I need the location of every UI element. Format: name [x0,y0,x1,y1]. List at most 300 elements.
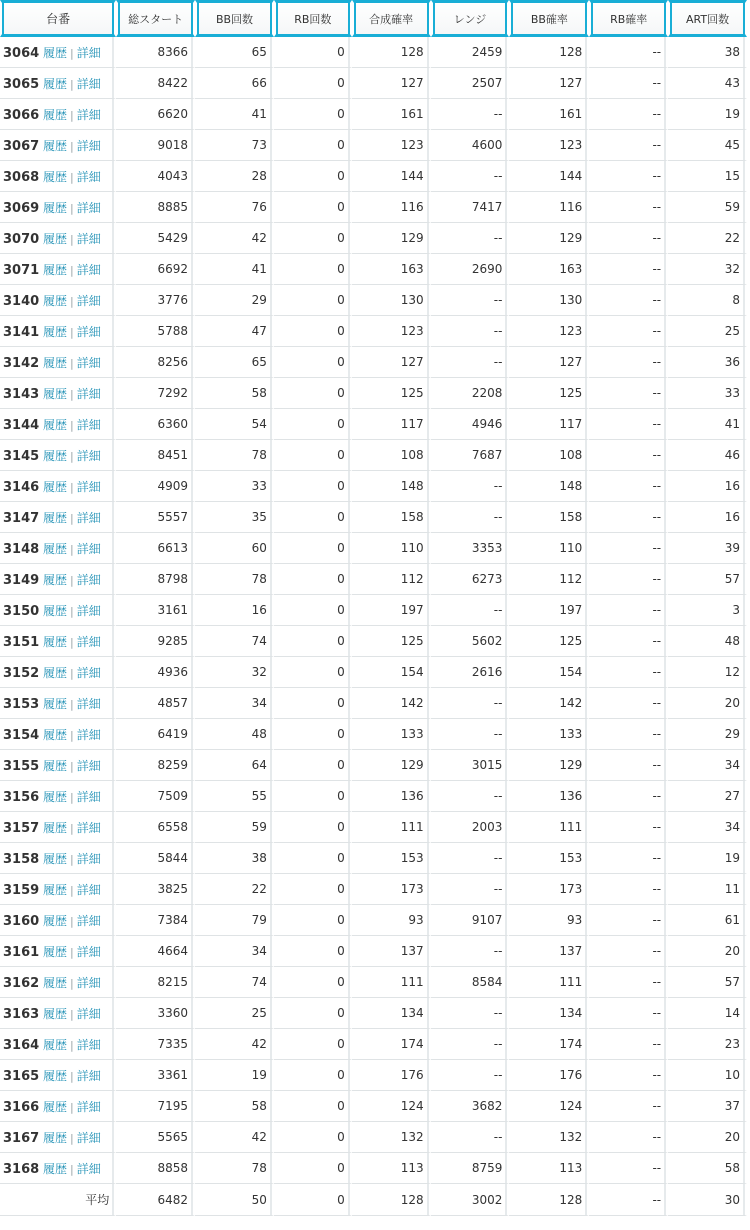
cell-range: -- [431,502,510,533]
cell-rb-probability: -- [589,936,668,967]
cell-total-start: 8366 [116,37,195,68]
header-range[interactable]: レンジ [431,0,510,37]
table-row [0,812,747,843]
history-link[interactable]: 履歴 [43,882,68,897]
cell-combined-probability: 176 [352,1060,431,1091]
cell-range: -- [431,285,510,316]
cell-total-start: 8256 [116,347,195,378]
machine-number: 3160 [3,913,40,929]
link-separator: | [70,77,74,91]
header-rb-probability[interactable]: RB確率 [589,0,668,37]
machine-number: 3152 [3,665,40,681]
cell-range: 3682 [431,1091,510,1122]
cell-art-count: 20 [668,688,747,719]
detail-link[interactable]: 詳細 [76,789,101,804]
cell-combined-probability: 130 [352,285,431,316]
machine-number: 3155 [3,758,40,774]
machine-number: 3167 [3,1130,40,1146]
cell-bb-probability: 154 [509,657,589,688]
machine-number: 3151 [3,634,40,650]
cell-range: 2690 [431,254,510,285]
cell-rb-count: 0 [274,843,352,874]
table-row [0,192,747,223]
cell-range: -- [431,998,510,1029]
cell-rb-count: 0 [274,967,352,998]
average-label: 平均 [0,1184,116,1216]
detail-link[interactable]: 詳細 [76,882,101,897]
cell-range: -- [431,719,510,750]
cell-total-start: 3161 [116,595,195,626]
cell-range: -- [431,843,510,874]
detail-link[interactable]: 詳細 [76,262,101,277]
cell-bb-probability: 161 [509,99,589,130]
cell-range: 2208 [431,378,510,409]
detail-link[interactable]: 詳細 [76,820,101,835]
cell-total-start: 6360 [116,409,195,440]
cell-art-count: 37 [668,1091,747,1122]
history-link[interactable]: 履歴 [43,231,68,246]
average-total-start: 6482 [116,1184,195,1216]
link-separator: | [70,170,74,184]
cell-combined-probability: 123 [352,316,431,347]
cell-range: 2459 [431,37,510,68]
detail-link[interactable]: 詳細 [76,1037,101,1052]
history-link[interactable]: 履歴 [43,1068,68,1083]
header-machine-number[interactable]: 台番 [0,0,116,37]
cell-bb-probability: 123 [509,130,589,161]
cell-bb-probability: 127 [509,347,589,378]
cell-total-start: 7195 [116,1091,195,1122]
cell-rb-count: 0 [274,1122,352,1153]
detail-link[interactable]: 詳細 [76,851,101,866]
cell-combined-probability: 133 [352,719,431,750]
cell-bb-probability: 130 [509,285,589,316]
detail-link[interactable]: 詳細 [76,138,101,153]
cell-bb-probability: 116 [509,192,589,223]
link-separator: | [70,542,74,556]
detail-link[interactable]: 詳細 [76,727,101,742]
table-row [0,688,747,719]
cell-art-count: 22 [668,223,747,254]
cell-range: 3015 [431,750,510,781]
cell-bb-probability: 111 [509,812,589,843]
cell-total-start: 8451 [116,440,195,471]
detail-link[interactable]: 詳細 [76,1161,101,1176]
history-link[interactable]: 履歴 [43,541,68,556]
cell-total-start: 7292 [116,378,195,409]
history-link[interactable]: 履歴 [43,76,68,91]
cell-bb-probability: 127 [509,68,589,99]
header-total-start[interactable]: 総スタート [116,0,195,37]
cell-range: 4946 [431,409,510,440]
machine-number: 3168 [3,1161,40,1177]
cell-combined-probability: 163 [352,254,431,285]
header-bb-probability[interactable]: BB確率 [509,0,589,37]
cell-bb-probability: 108 [509,440,589,471]
cell-bb-count: 48 [195,719,274,750]
machine-cell [0,68,116,99]
link-separator: | [70,201,74,215]
detail-link[interactable]: 詳細 [76,634,101,649]
cell-rb-probability: -- [589,1122,668,1153]
cell-rb-count: 0 [274,1091,352,1122]
cell-art-count: 16 [668,471,747,502]
detail-link[interactable]: 詳細 [76,975,101,990]
link-separator: | [70,790,74,804]
cell-rb-count: 0 [274,161,352,192]
cell-art-count: 25 [668,316,747,347]
cell-combined-probability: 158 [352,502,431,533]
cell-bb-count: 65 [195,347,274,378]
detail-link[interactable]: 詳細 [76,386,101,401]
cell-total-start: 6692 [116,254,195,285]
machine-number: 3162 [3,975,40,991]
cell-art-count: 43 [668,68,747,99]
cell-combined-probability: 153 [352,843,431,874]
cell-combined-probability: 116 [352,192,431,223]
link-separator: | [70,914,74,928]
link-separator: | [70,1069,74,1083]
history-link[interactable]: 履歴 [43,324,68,339]
cell-total-start: 9018 [116,130,195,161]
history-link[interactable]: 履歴 [43,510,68,525]
header-art-count[interactable]: ART回数 [668,0,747,37]
cell-art-count: 19 [668,99,747,130]
detail-link[interactable]: 詳細 [76,417,101,432]
link-separator: | [70,356,74,370]
cell-bb-count: 58 [195,378,274,409]
machine-cell [0,564,116,595]
cell-combined-probability: 125 [352,378,431,409]
detail-link[interactable]: 詳細 [76,76,101,91]
machine-cell [0,626,116,657]
cell-combined-probability: 197 [352,595,431,626]
table-row [0,130,747,161]
detail-link[interactable]: 詳細 [76,1068,101,1083]
cell-range: 7687 [431,440,510,471]
cell-rb-count: 0 [274,595,352,626]
cell-rb-count: 0 [274,37,352,68]
detail-link[interactable]: 詳細 [76,448,101,463]
detail-link[interactable]: 詳細 [76,107,101,122]
history-link[interactable]: 履歴 [43,417,68,432]
machine-cell [0,440,116,471]
cell-total-start: 4909 [116,471,195,502]
link-separator: | [70,387,74,401]
history-link[interactable]: 履歴 [43,1161,68,1176]
cell-bb-probability: 129 [509,223,589,254]
link-separator: | [70,883,74,897]
machine-number: 3140 [3,293,40,309]
history-link[interactable]: 履歴 [43,913,68,928]
cell-rb-count: 0 [274,130,352,161]
cell-art-count: 15 [668,161,747,192]
cell-rb-count: 0 [274,1060,352,1091]
cell-total-start: 8885 [116,192,195,223]
detail-link[interactable]: 詳細 [76,944,101,959]
history-link[interactable]: 履歴 [43,758,68,773]
cell-rb-count: 0 [274,502,352,533]
cell-total-start: 4857 [116,688,195,719]
machine-cell [0,781,116,812]
cell-art-count: 38 [668,37,747,68]
cell-bb-probability: 117 [509,409,589,440]
cell-range: 9107 [431,905,510,936]
average-rb-probability: -- [589,1184,668,1216]
detail-link[interactable]: 詳細 [76,45,101,60]
detail-link[interactable]: 詳細 [76,1006,101,1021]
cell-combined-probability: 173 [352,874,431,905]
table-row [0,161,747,192]
cell-combined-probability: 132 [352,1122,431,1153]
machine-number: 3071 [3,262,40,278]
cell-rb-probability: -- [589,1153,668,1184]
cell-rb-probability: -- [589,1029,668,1060]
cell-bb-probability: 137 [509,936,589,967]
cell-art-count: 59 [668,192,747,223]
machine-number: 3144 [3,417,40,433]
history-link[interactable]: 履歴 [43,138,68,153]
cell-combined-probability: 174 [352,1029,431,1060]
table-row [0,936,747,967]
link-separator: | [70,511,74,525]
detail-link[interactable]: 詳細 [76,696,101,711]
table-row [0,1091,747,1122]
cell-combined-probability: 127 [352,347,431,378]
cell-rb-probability: -- [589,378,668,409]
link-separator: | [70,418,74,432]
machine-cell [0,37,116,68]
history-link[interactable]: 履歴 [43,1099,68,1114]
machine-cell [0,936,116,967]
cell-rb-probability: -- [589,533,668,564]
link-separator: | [70,976,74,990]
machine-cell [0,161,116,192]
table-row [0,316,747,347]
machine-cell [0,471,116,502]
history-link[interactable]: 履歴 [43,944,68,959]
history-link[interactable]: 履歴 [43,479,68,494]
link-separator: | [70,480,74,494]
machine-number: 3159 [3,882,40,898]
cell-bb-probability: 112 [509,564,589,595]
cell-rb-count: 0 [274,781,352,812]
cell-combined-probability: 93 [352,905,431,936]
cell-bb-probability: 144 [509,161,589,192]
history-link[interactable]: 履歴 [43,169,68,184]
detail-link[interactable]: 詳細 [76,572,101,587]
link-separator: | [70,232,74,246]
machine-number: 3143 [3,386,40,402]
cell-rb-probability: -- [589,502,668,533]
history-link[interactable]: 履歴 [43,727,68,742]
detail-link[interactable]: 詳細 [76,324,101,339]
cell-rb-count: 0 [274,936,352,967]
history-link[interactable]: 履歴 [43,603,68,618]
cell-art-count: 36 [668,347,747,378]
cell-rb-probability: -- [589,812,668,843]
detail-link[interactable]: 詳細 [76,510,101,525]
machine-number: 3156 [3,789,40,805]
link-separator: | [70,1131,74,1145]
table-row [0,657,747,688]
header-combined-probability[interactable]: 合成確率 [352,0,431,37]
cell-rb-count: 0 [274,409,352,440]
history-link[interactable]: 履歴 [43,572,68,587]
cell-combined-probability: 111 [352,812,431,843]
average-rb-count: 0 [274,1184,352,1216]
header-rb-count[interactable]: RB回数 [274,0,352,37]
cell-rb-count: 0 [274,564,352,595]
cell-rb-probability: -- [589,285,668,316]
cell-rb-probability: -- [589,564,668,595]
cell-bb-probability: 133 [509,719,589,750]
cell-total-start: 8798 [116,564,195,595]
history-link[interactable]: 履歴 [43,789,68,804]
machine-number: 3154 [3,727,40,743]
cell-art-count: 19 [668,843,747,874]
cell-rb-count: 0 [274,750,352,781]
history-link[interactable]: 履歴 [43,1037,68,1052]
cell-art-count: 8 [668,285,747,316]
detail-link[interactable]: 詳細 [76,293,101,308]
detail-link[interactable]: 詳細 [76,169,101,184]
link-separator: | [70,449,74,463]
cell-bb-count: 28 [195,161,274,192]
cell-total-start: 4043 [116,161,195,192]
history-link[interactable]: 履歴 [43,1130,68,1145]
table-row [0,564,747,595]
table-row [0,967,747,998]
machine-cell [0,223,116,254]
link-separator: | [70,604,74,618]
table-row [0,626,747,657]
cell-rb-probability: -- [589,843,668,874]
cell-combined-probability: 144 [352,161,431,192]
detail-link[interactable]: 詳細 [76,479,101,494]
machine-cell [0,1029,116,1060]
detail-link[interactable]: 詳細 [76,758,101,773]
cell-bb-probability: 93 [509,905,589,936]
cell-total-start: 9285 [116,626,195,657]
cell-combined-probability: 124 [352,1091,431,1122]
machine-number: 3166 [3,1099,40,1115]
cell-range: 3353 [431,533,510,564]
history-link[interactable]: 履歴 [43,851,68,866]
cell-combined-probability: 142 [352,688,431,719]
machine-cell [0,688,116,719]
cell-bb-count: 74 [195,626,274,657]
cell-total-start: 6558 [116,812,195,843]
table-row [0,285,747,316]
cell-rb-probability: -- [589,409,668,440]
cell-total-start: 7509 [116,781,195,812]
history-link[interactable]: 履歴 [43,975,68,990]
cell-total-start: 5788 [116,316,195,347]
cell-rb-probability: -- [589,688,668,719]
cell-rb-count: 0 [274,1029,352,1060]
history-link[interactable]: 履歴 [43,386,68,401]
cell-combined-probability: 108 [352,440,431,471]
machine-number: 3064 [3,45,40,61]
history-link[interactable]: 履歴 [43,665,68,680]
link-separator: | [70,139,74,153]
header-bb-count[interactable]: BB回数 [195,0,274,37]
link-separator: | [70,852,74,866]
cell-total-start: 3361 [116,1060,195,1091]
cell-rb-count: 0 [274,285,352,316]
cell-art-count: 3 [668,595,747,626]
cell-art-count: 12 [668,657,747,688]
cell-rb-count: 0 [274,440,352,471]
table-row [0,750,747,781]
history-link[interactable]: 履歴 [43,45,68,60]
cell-rb-probability: -- [589,595,668,626]
cell-rb-probability: -- [589,254,668,285]
cell-combined-probability: 154 [352,657,431,688]
cell-bb-count: 22 [195,874,274,905]
history-link[interactable]: 履歴 [43,1006,68,1021]
cell-rb-probability: -- [589,719,668,750]
cell-art-count: 20 [668,936,747,967]
history-link[interactable]: 履歴 [43,634,68,649]
cell-rb-count: 0 [274,812,352,843]
cell-bb-probability: 113 [509,1153,589,1184]
detail-link[interactable]: 詳細 [76,603,101,618]
cell-rb-probability: -- [589,1091,668,1122]
detail-link[interactable]: 詳細 [76,231,101,246]
detail-link[interactable]: 詳細 [76,355,101,370]
cell-rb-count: 0 [274,99,352,130]
cell-rb-probability: -- [589,37,668,68]
history-link[interactable]: 履歴 [43,200,68,215]
detail-link[interactable]: 詳細 [76,541,101,556]
detail-link[interactable]: 詳細 [76,200,101,215]
table-row [0,223,747,254]
detail-link[interactable]: 詳細 [76,913,101,928]
history-link[interactable]: 履歴 [43,448,68,463]
cell-total-start: 7335 [116,1029,195,1060]
history-link[interactable]: 履歴 [43,262,68,277]
cell-combined-probability: 110 [352,533,431,564]
header-row [0,0,747,37]
history-link[interactable]: 履歴 [43,696,68,711]
cell-bb-count: 59 [195,812,274,843]
cell-combined-probability: 127 [352,68,431,99]
history-link[interactable]: 履歴 [43,820,68,835]
cell-combined-probability: 129 [352,223,431,254]
detail-link[interactable]: 詳細 [76,665,101,680]
history-link[interactable]: 履歴 [43,293,68,308]
machine-cell [0,1091,116,1122]
cell-rb-probability: -- [589,161,668,192]
cell-total-start: 4664 [116,936,195,967]
average-combined-probability: 128 [352,1184,431,1216]
detail-link[interactable]: 詳細 [76,1099,101,1114]
machine-number: 3157 [3,820,40,836]
machine-cell [0,316,116,347]
table-row [0,781,747,812]
history-link[interactable]: 履歴 [43,355,68,370]
detail-link[interactable]: 詳細 [76,1130,101,1145]
history-link[interactable]: 履歴 [43,107,68,122]
cell-rb-count: 0 [274,533,352,564]
cell-art-count: 11 [668,874,747,905]
cell-total-start: 3825 [116,874,195,905]
cell-range: -- [431,1122,510,1153]
cell-art-count: 32 [668,254,747,285]
link-separator: | [70,1100,74,1114]
